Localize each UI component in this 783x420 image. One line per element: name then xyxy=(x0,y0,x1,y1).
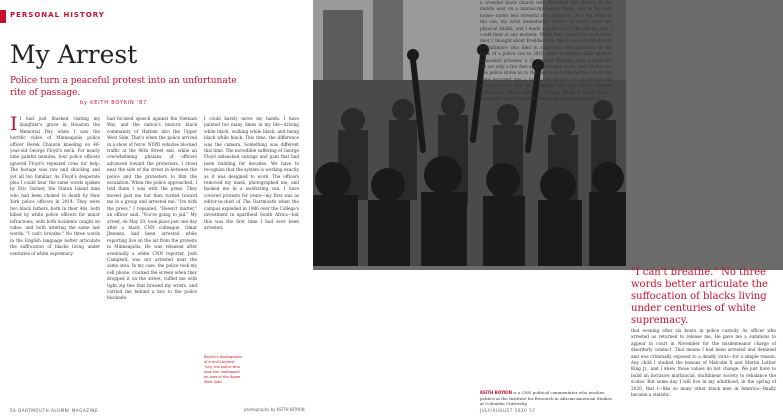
section-accent-bar xyxy=(0,10,6,23)
photo-caption: Boykin's photographs of a multi-protest "city, the police who took him rooftopped an area of the Upper West Side. xyxy=(204,355,242,384)
body-column-1 xyxy=(10,113,100,257)
body-column-2: had focused speech against the Vietnam War, and the nation's historic black community of Harlem into the Upper West Side. That's when the police arrived in a show of force. NYPD vehicles blocked traffic at the 96th Street exit, while an overwhelming phalanx of officers advanced toward the protesters. I stood near the side of the street in between the police and the protesters to film the escalation. When the police approached, I told them I was with the press. They moved past me but then turned toward me in a group and arrested me. "I'm with the press," I repeated. "Doesn't matter," an officer said. "You're going to jail." My arrest, on May 29, took place just one day after a black CNN colleague, Omar Jimenez, had been arrested while reporting live on the air from the protests in Minneapolis. He was released after eventually a white CNN reporter, Josh Campbell, was not arrested near the same area. In my case, the police took my cell phone, cracked the screen when they dropped it on the street, cuffed me with tight zip ties that bruised my wrists, and carried me behind a bus to the police blockade. xyxy=(107,116,197,301)
body-column-1-text: I had just finished visiting my daughter's grave in Houston the Memorial Day when I saw the horrific video of Minneapolis police officer Derek Chauvin kneeling on 46-year-old George Floyd's neck. For nearly nine painful minutes, four police officers ignored Floyd's repeated cries for help. The footage was raw and shocking and yet all too familiar. As Floyd's desperate plea I could hear the same words spoken by Eric Garner, the Staten Island man who had been choked to death by New York police officers in 2014. They were two black fathers, both in their 40s, both killed by white police officers for minor infractions, with both incidents caught on video, and both uttering the same last words: "I can't breathe." No three words in the English language better articulate the suffocation of blacks living under centuries of white supremacy. xyxy=(10,116,100,256)
body-column-3: I could barely move my hands. I have painted too many times in my life—driving while black, walking while black, and being black while black. This time, the difference was the camera. Something was different this time. The incredible suffering of George Floyd unleashed outrage and pain that had been building for decades. We have to recognize that the system is working exactly as it was designed to work. The officers removed my mask, photographed me, and booked me in a sweltering van. I have covered protests for years—my first was as editor-in-chief of The Dartmouth when the campus exploded in 1986 over the College's investment in apartheid South Africa—but this was the first time I had ever been arrested. xyxy=(204,116,299,230)
byline: by KEITH BOYKIN '87 xyxy=(80,100,148,106)
photo-credit: photographs by KEITH BOYKIN xyxy=(244,407,305,412)
author-bio: is a CNN political commentator who teaches politics at the Institute for Research in African-American Studies at Columbia University. xyxy=(480,390,612,406)
author-name: KEITH BOYKIN xyxy=(480,390,512,395)
article-dek: Police turn a peaceful protest into an unfortunate rite of passage. xyxy=(10,76,237,98)
footer-left: 56 DARTMOUTH ALUMNI MAGAZINE xyxy=(10,408,99,413)
section-label: PERSONAL HISTORY xyxy=(10,11,105,19)
article-title: My Arrest xyxy=(10,40,138,69)
author-note xyxy=(480,390,612,407)
drop-cap: I xyxy=(10,113,18,135)
body-column-right-bottom: that evening after six hours in police custody. As officer who arrested us returned to release me, He gave me a summons to appear in court in November for the misdemeanor charge of disorderly conduct. That means I had been arrested and detained and was criminally exposed to a deadly virus—for a simple reason. Any child I studied the lessons of Malcolm X and Martin Luther King Jr., and I knew those values do not change. We just have to build an inclusive multiracial, multilinear society to rebalance the scales. But some day I will live in my adulthood, in the spring of 2020, that I—like so many other black men in America—finally became a statistic. xyxy=(631,328,776,398)
pull-quote: "I can't breathe." No three words better articulate the suffocation of blacks living under centuries of white supremacy. xyxy=(631,267,768,326)
left-page xyxy=(0,0,313,420)
body-column-right-top: a crowded black church with President Bill Clinton, in the middle east on a manuscript-mental flight, and to my own home—under less stressful circumstances. As I sat alone in the van, my wrist immediately started to worry about my physical health, and I made a point to tell the officers that I could faint at any moment. When they closed the thick metal door, I thought about Freddie Gray, the 25-year-old black man in Baltimore who died in suspicious circumstances in the back of a police van in 2015. After a minutes later another unmasked prisoner, a 21-year-old Hispanic man, joined me. We sat only a few feet apart, sweating in the back of the van. The police drove us to the east side of Manhattan, where we were escorted into a van-to-van facility and processed and booked. I was put in a holding cell with other arrested protesters, where each of us was given a ticket and a summons. Then I was released on my own recognizance. xyxy=(480,0,612,102)
footer-right: JULY/AUGUST 2020 57 xyxy=(480,408,536,413)
